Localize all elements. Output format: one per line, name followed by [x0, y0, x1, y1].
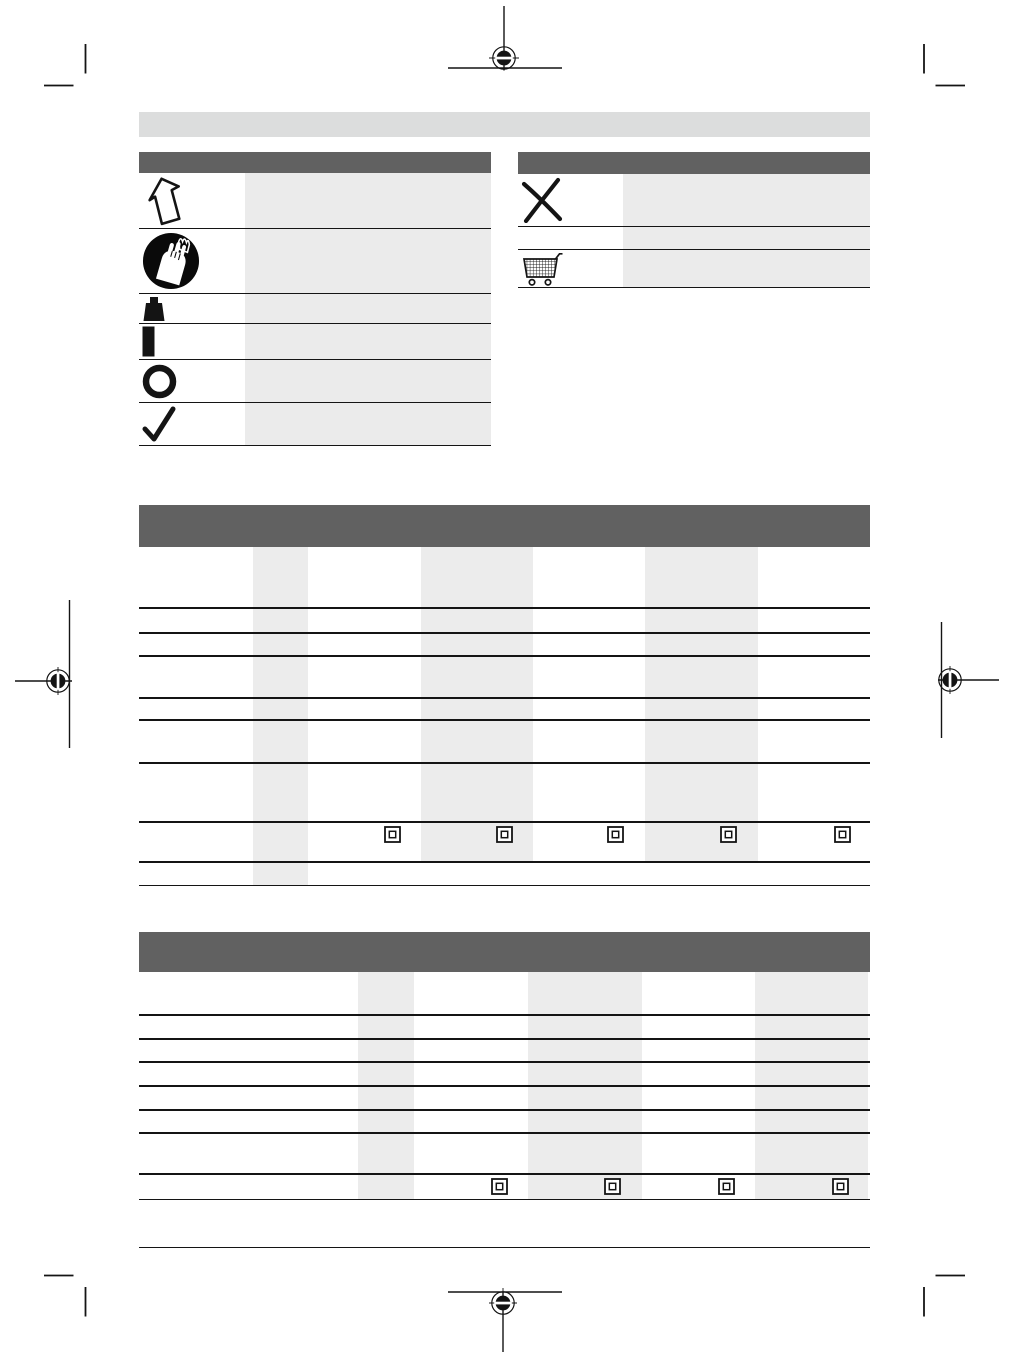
shaded-units-column — [253, 547, 308, 886]
row-divider — [139, 697, 870, 699]
symbol-row — [518, 250, 870, 288]
symbol-row — [139, 173, 491, 229]
row-divider — [139, 1109, 870, 1111]
symbol-row — [518, 174, 870, 227]
row-divider — [139, 1132, 870, 1134]
spec-table-2 — [139, 932, 870, 1200]
registration-mark-left-middle — [15, 600, 72, 748]
symbol-row — [518, 227, 870, 250]
row-divider — [139, 861, 870, 863]
row-divider — [139, 719, 870, 721]
cross-icon — [518, 174, 623, 226]
crop-mark-top-left — [44, 44, 86, 86]
top-banner — [139, 112, 870, 137]
symbol-row — [139, 403, 491, 446]
protection-class-ii-icon — [496, 826, 513, 843]
symbol-row — [139, 229, 491, 294]
crop-mark-top-right — [924, 44, 965, 86]
symbol-row — [139, 294, 491, 324]
crop-mark-bottom-right — [924, 1276, 965, 1317]
symbol-description-cell — [245, 403, 491, 445]
symbol-table-left — [139, 152, 491, 446]
arrow-up-icon — [139, 173, 245, 228]
empty-symbol-cell — [518, 227, 623, 249]
protection-class-ii-icon — [718, 1178, 735, 1195]
weight-icon — [139, 294, 245, 323]
registration-mark-bottom-center — [448, 1288, 562, 1352]
crop-mark-bottom-left — [44, 1276, 86, 1317]
symbol-description-cell — [623, 227, 870, 249]
registration-mark-top-center — [448, 6, 562, 71]
row-divider — [139, 1173, 870, 1175]
spec-table-1 — [139, 505, 870, 886]
row-divider — [139, 1061, 870, 1063]
protection-class-ii-icon — [832, 1178, 849, 1195]
row-divider — [139, 762, 870, 764]
registration-mark-right-middle — [938, 622, 999, 738]
spec-table-1-header — [139, 505, 870, 547]
row-divider — [139, 655, 870, 657]
symbol-row — [139, 360, 491, 403]
symbol-description-cell — [623, 250, 870, 287]
symbol-row — [139, 324, 491, 360]
symbol-description-cell — [623, 174, 870, 226]
table-bottom-border — [139, 1199, 870, 1201]
protection-class-ii-icon — [384, 826, 401, 843]
footer-rule — [139, 1247, 870, 1249]
symbol-table-right-header — [518, 152, 870, 174]
symbol-description-cell — [245, 229, 491, 293]
row-divider — [139, 632, 870, 634]
shaded-value-column — [421, 547, 533, 861]
row-divider — [139, 821, 870, 823]
symbol-table-right — [518, 152, 870, 288]
bar-icon — [139, 324, 245, 359]
row-divider — [139, 1038, 870, 1040]
checkmark-icon — [139, 403, 245, 445]
protection-class-ii-icon — [607, 826, 624, 843]
symbol-table-left-header — [139, 152, 491, 173]
ring-icon — [139, 360, 245, 402]
protection-class-ii-icon — [720, 826, 737, 843]
row-divider — [139, 1085, 870, 1087]
shopping-cart-icon — [518, 250, 623, 287]
shaded-value-column — [645, 547, 758, 861]
row-divider — [139, 1014, 870, 1016]
table-bottom-border — [139, 885, 870, 887]
spec-table-2-header — [139, 932, 870, 972]
symbol-description-cell — [245, 360, 491, 402]
symbol-description-cell — [245, 173, 491, 228]
row-divider — [139, 607, 870, 609]
symbol-description-cell — [245, 324, 491, 359]
protection-class-ii-icon — [491, 1178, 508, 1195]
protection-class-ii-icon — [604, 1178, 621, 1195]
symbol-description-cell — [245, 294, 491, 323]
protection-class-ii-icon — [834, 826, 851, 843]
wear-protective-gloves-icon — [139, 229, 245, 293]
